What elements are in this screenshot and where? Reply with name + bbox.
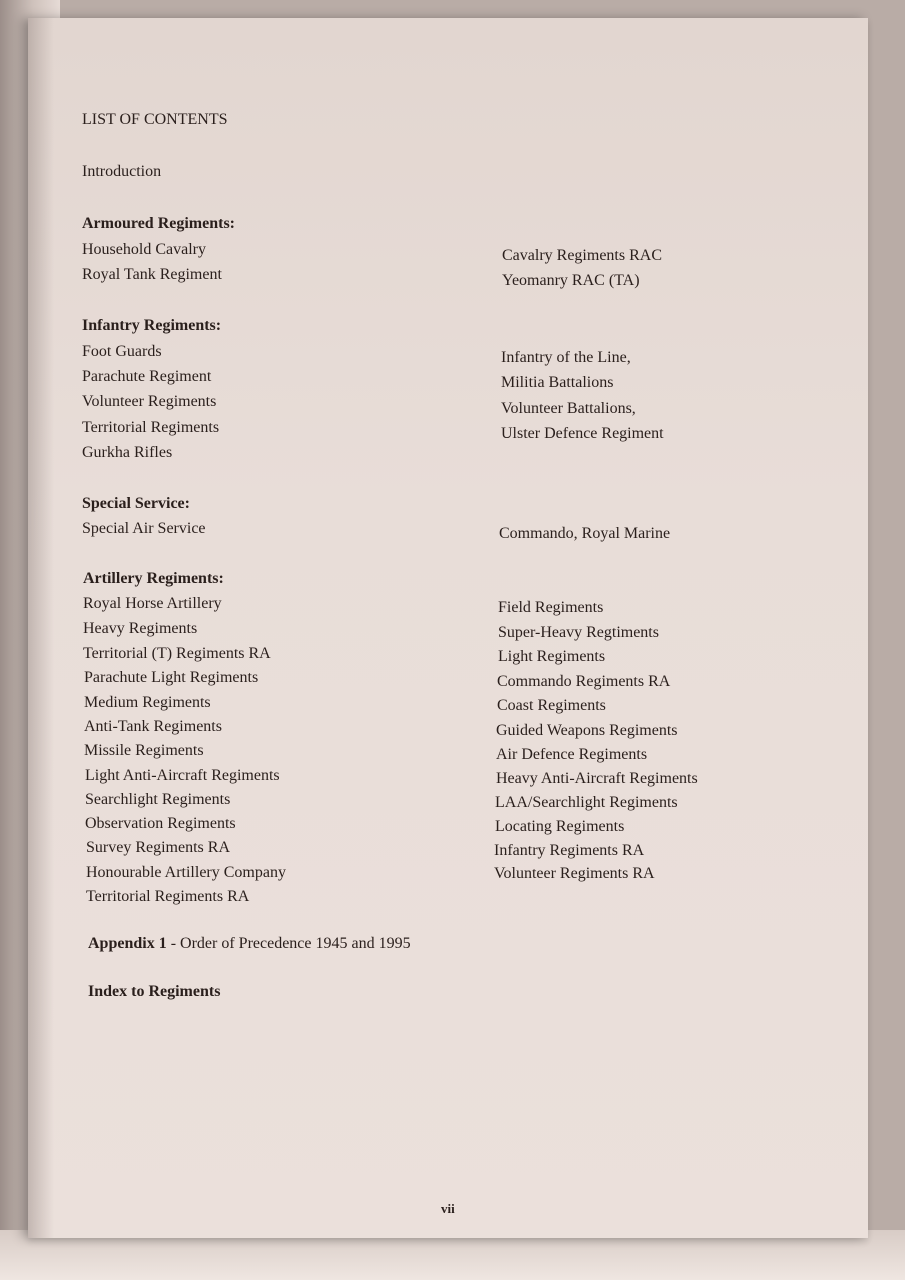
toc-entry: Volunteer Regiments RA xyxy=(494,865,655,882)
appendix-text: - Order of Precedence 1945 and 1995 xyxy=(166,935,411,952)
introduction-entry: Introduction xyxy=(82,163,162,180)
toc-entry: Locating Regiments xyxy=(495,818,625,835)
toc-entry: Cavalry Regiments RAC xyxy=(502,247,662,264)
toc-entry: Light Anti-Aircraft Regiments xyxy=(85,767,280,784)
toc-entry: Observation Regiments xyxy=(85,815,236,832)
toc-entry: Infantry of the Line, xyxy=(501,349,631,366)
section-title-armoured: Armoured Regiments: xyxy=(82,215,236,232)
toc-entry: Territorial (T) Regiments RA xyxy=(83,645,271,662)
toc-entry: Coast Regiments xyxy=(497,697,606,714)
toc-entry: Honourable Artillery Company xyxy=(86,864,286,881)
toc-entry: Special Air Service xyxy=(82,520,206,537)
toc-entry: Royal Horse Artillery xyxy=(83,595,222,612)
toc-entry: Guided Weapons Regiments xyxy=(496,722,678,739)
toc-entry: Heavy Anti-Aircraft Regiments xyxy=(496,770,698,787)
toc-entry: Territorial Regiments RA xyxy=(86,888,250,905)
toc-entry: Royal Tank Regiment xyxy=(82,266,222,283)
toc-entry: Volunteer Regiments xyxy=(82,393,217,410)
toc-entry: Heavy Regiments xyxy=(83,620,198,637)
toc-entry: Super-Heavy Regtiments xyxy=(498,624,659,641)
section-title-artillery: Artillery Regiments: xyxy=(83,570,224,587)
toc-entry: Infantry Regiments RA xyxy=(494,842,645,859)
toc-entry: Commando Regiments RA xyxy=(497,673,671,690)
toc-entry: Yeomanry RAC (TA) xyxy=(502,272,640,289)
toc-entry: Air Defence Regiments xyxy=(496,746,648,763)
page-gutter-shadow xyxy=(28,18,54,1238)
toc-entry: Anti-Tank Regiments xyxy=(84,718,222,735)
toc-entry: Ulster Defence Regiment xyxy=(501,425,664,442)
index-entry: Index to Regiments xyxy=(88,983,221,1000)
toc-entry: Gurkha Rifles xyxy=(82,444,173,461)
appendix-label: Appendix 1 xyxy=(88,935,167,952)
section-title-infantry: Infantry Regiments: xyxy=(82,317,222,334)
toc-entry: Medium Regiments xyxy=(84,694,211,711)
page-title: LIST OF CONTENTS xyxy=(82,111,228,128)
appendix-entry xyxy=(88,934,411,954)
toc-entry: Light Regiments xyxy=(498,648,606,665)
toc-entry: Field Regiments xyxy=(498,599,604,616)
toc-entry: Volunteer Battalions, xyxy=(501,400,636,417)
toc-entry: Survey Regiments RA xyxy=(86,839,230,856)
toc-entry: Household Cavalry xyxy=(82,241,206,258)
section-title-special-service: Special Service: xyxy=(82,495,190,512)
toc-entry: Parachute Regiment xyxy=(82,368,212,385)
toc-entry: Foot Guards xyxy=(82,343,162,360)
toc-entry: Militia Battalions xyxy=(501,374,614,391)
toc-entry: LAA/Searchlight Regiments xyxy=(495,794,678,811)
toc-entry: Territorial Regiments xyxy=(82,419,220,436)
toc-entry: Missile Regiments xyxy=(84,742,204,759)
page-number: vii xyxy=(441,1201,455,1216)
toc-entry: Searchlight Regiments xyxy=(85,791,231,808)
toc-entry: Parachute Light Regiments xyxy=(84,669,259,686)
toc-entry: Commando, Royal Marine xyxy=(499,525,671,542)
